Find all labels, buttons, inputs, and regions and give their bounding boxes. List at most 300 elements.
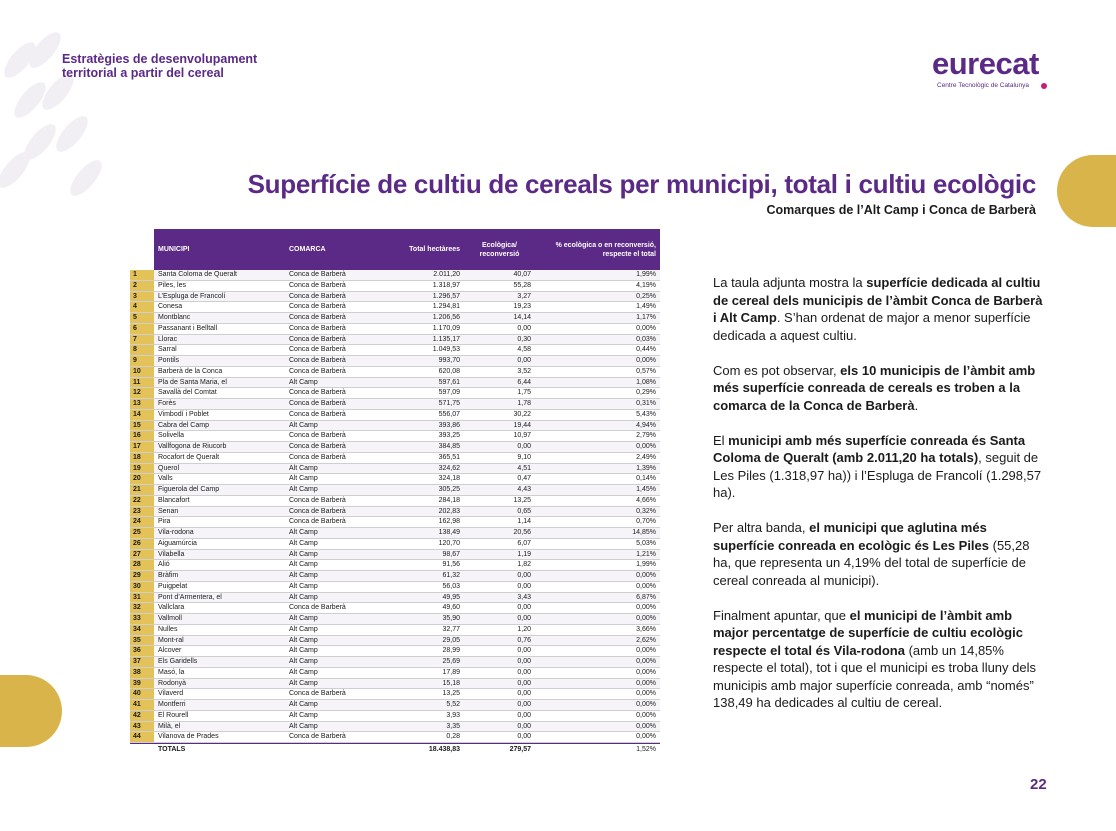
highlight-text: municipi amb més superfície conreada és Santa Coloma de Queralt (amb 2.011,20 ha totals): [713, 432, 1026, 465]
row-municipi: Sarral: [158, 346, 177, 354]
row-total: 597,61: [438, 378, 460, 386]
row-municipi: Querol: [158, 464, 180, 472]
row-percent: 1,49%: [636, 303, 656, 311]
row-rank: 32: [130, 603, 154, 613]
row-eco: 1,14: [517, 518, 531, 526]
table-row: [130, 388, 660, 399]
row-rank: 15: [130, 421, 154, 431]
row-total: 25,69: [442, 658, 460, 665]
row-eco: 0,00: [517, 658, 531, 665]
row-municipi: Puigpelat: [158, 582, 188, 590]
table-row: [130, 668, 660, 679]
row-municipi: Vilabella: [158, 550, 185, 558]
row-percent: 4,66%: [636, 496, 656, 504]
row-rank: 36: [130, 646, 154, 656]
row-eco: 0,76: [517, 636, 531, 644]
row-comarca: Conca de Barberà: [289, 604, 346, 612]
row-municipi: Mont-ral: [158, 636, 184, 644]
row-comarca: Alt Camp: [289, 529, 318, 536]
row-total: 556,07: [438, 410, 460, 418]
row-total: 597,09: [438, 389, 460, 397]
row-eco: 40,07: [513, 271, 531, 278]
row-municipi: Forès: [158, 400, 176, 407]
row-percent: 2,62%: [636, 636, 656, 644]
row-percent: 0,03%: [636, 335, 656, 343]
row-comarca: Alt Camp: [289, 464, 318, 472]
row-percent: 0,00%: [636, 572, 656, 579]
row-comarca: Conca de Barberà: [289, 292, 346, 300]
table-row: [130, 453, 660, 464]
row-rank: 10: [130, 367, 154, 377]
row-municipi: Figuerola del Camp: [158, 486, 220, 493]
row-municipi: Barberà de la Conca: [158, 367, 223, 375]
row-percent: 0,44%: [636, 346, 656, 354]
row-eco: 0,00: [517, 733, 531, 741]
row-comarca: Alt Camp: [289, 647, 318, 655]
row-eco: 4,51: [517, 464, 531, 472]
row-municipi: Vallfogona de Riucorb: [158, 443, 227, 450]
row-comarca: Conca de Barberà: [289, 271, 346, 278]
row-rank: 33: [130, 614, 154, 624]
row-comarca: Conca de Barberà: [289, 357, 346, 364]
totals-label: TOTALS: [158, 746, 186, 753]
row-comarca: Alt Camp: [289, 378, 318, 386]
row-municipi: Alcover: [158, 647, 182, 655]
row-comarca: Alt Camp: [289, 421, 318, 429]
row-municipi: Passanant i Belltall: [158, 324, 218, 332]
row-comarca: Conca de Barberà: [289, 518, 346, 526]
table-row: [130, 281, 660, 292]
wheat-decoration-icon: [0, 20, 120, 220]
description-text: [713, 274, 1043, 729]
table-row: [130, 507, 660, 518]
row-comarca: Alt Camp: [289, 711, 318, 719]
totals-percent: 1,52%: [636, 746, 656, 753]
row-percent: 4,19%: [636, 281, 656, 289]
row-total: 1.294,81: [432, 303, 460, 311]
table-row: [130, 335, 660, 346]
row-percent: 2,49%: [636, 453, 656, 461]
page-title: Superfície de cultiu de cereals per municipi, total i cultiu ecològic: [247, 169, 1036, 199]
table-body: [130, 270, 660, 743]
row-comarca: Conca de Barberà: [289, 690, 346, 698]
row-rank: 27: [130, 550, 154, 560]
row-eco: 0,00: [517, 572, 531, 579]
row-percent: 0,00%: [636, 711, 656, 719]
row-municipi: Piles, les: [158, 281, 187, 289]
header-comarca: COMARCA: [289, 246, 326, 253]
row-municipi: Vimbodí i Poblet: [158, 410, 209, 418]
row-comarca: Alt Camp: [289, 572, 318, 579]
row-municipi: Rocafort de Queralt: [158, 453, 220, 461]
row-total: 162,98: [438, 518, 460, 526]
row-percent: 0,29%: [636, 389, 656, 397]
table-row: [130, 410, 660, 421]
row-total: 28,99: [442, 647, 460, 655]
row-eco: 1,75: [517, 389, 531, 397]
row-eco: 3,27: [517, 292, 531, 300]
body-text: .: [914, 397, 919, 413]
row-eco: 9,10: [517, 453, 531, 461]
row-rank: 38: [130, 668, 154, 678]
row-percent: 0,00%: [636, 658, 656, 665]
row-rank: 1: [130, 270, 154, 280]
row-rank: 31: [130, 593, 154, 603]
row-total: 571,75: [438, 400, 460, 407]
row-municipi: Solivella: [158, 432, 185, 440]
row-eco: 3,43: [517, 593, 531, 601]
row-total: 1.318,97: [432, 281, 460, 289]
row-rank: 11: [130, 378, 154, 388]
table-row: [130, 711, 660, 722]
row-comarca: Conca de Barberà: [289, 733, 346, 741]
table-row: [130, 679, 660, 690]
row-eco: 3,52: [517, 367, 531, 375]
section-title: Estratègies de desenvolupament territorial a partir del cereal: [62, 52, 258, 80]
row-percent: 1,21%: [636, 550, 656, 558]
row-rank: 14: [130, 410, 154, 420]
row-municipi: Vilanova de Prades: [158, 733, 219, 741]
row-municipi: Rodonyà: [158, 679, 187, 687]
page-subtitle: Comarques de l’Alt Camp i Conca de Barberà: [766, 203, 1036, 217]
row-comarca: Conca de Barberà: [289, 443, 346, 450]
row-total: 993,70: [438, 357, 460, 364]
decorative-blob-left: [0, 675, 62, 747]
row-rank: 25: [130, 528, 154, 538]
row-municipi: Pira: [158, 518, 171, 526]
row-rank: 21: [130, 485, 154, 495]
row-comarca: Alt Camp: [289, 550, 318, 558]
row-comarca: Conca de Barberà: [289, 335, 346, 343]
row-total: 1.049,53: [432, 346, 460, 354]
table-row: [130, 324, 660, 335]
row-comarca: Alt Camp: [289, 582, 318, 590]
row-municipi: Llorac: [158, 335, 178, 343]
table-row: [130, 550, 660, 561]
row-percent: 5,43%: [636, 410, 656, 418]
row-eco: 1,78: [517, 400, 531, 407]
row-total: 3,35: [446, 722, 460, 730]
row-eco: 0,00: [517, 615, 531, 622]
row-comarca: Conca de Barberà: [289, 303, 346, 311]
highlight-text: els 10 municipis de l’àmbit amb més superfície conreada de cereals es troben a la comarca de la Conca de Barberà: [713, 362, 1036, 413]
row-eco: 0,00: [517, 647, 531, 655]
row-municipi: Vallclara: [158, 604, 185, 612]
row-percent: 5,03%: [636, 539, 656, 547]
row-percent: 0,00%: [636, 679, 656, 687]
highlight-text: el municipi de l’àmbit amb major percentatge de superfície de cultiu ecològic respecte el total és Vila-rodona: [713, 607, 1023, 658]
table-totals: [130, 743, 660, 755]
table-row: [130, 571, 660, 582]
row-eco: 0,00: [517, 443, 531, 450]
table-row: [130, 657, 660, 668]
row-comarca: Conca de Barberà: [289, 346, 346, 354]
row-percent: 0,00%: [636, 582, 656, 590]
row-rank: 2: [130, 281, 154, 291]
table-row: [130, 700, 660, 711]
row-percent: 0,00%: [636, 733, 656, 741]
table-row: [130, 496, 660, 507]
table-row: [130, 625, 660, 636]
table-row: [130, 302, 660, 313]
row-municipi: Valls: [158, 475, 173, 483]
row-total: 1.170,09: [432, 324, 460, 332]
row-eco: 14,14: [513, 314, 531, 321]
row-comarca: Conca de Barberà: [289, 432, 346, 440]
row-total: 98,67: [442, 550, 460, 558]
paragraph: [713, 607, 1043, 712]
row-rank: 40: [130, 689, 154, 699]
row-rank: 35: [130, 636, 154, 646]
body-text: El: [713, 432, 729, 448]
row-total: 365,51: [438, 453, 460, 461]
row-eco: 0,00: [517, 679, 531, 687]
table-row: [130, 270, 660, 281]
row-municipi: Cabra del Camp: [158, 421, 209, 429]
row-rank: 7: [130, 335, 154, 345]
row-rank: 5: [130, 313, 154, 323]
row-comarca: Alt Camp: [289, 486, 318, 493]
row-percent: 0,32%: [636, 507, 656, 515]
row-rank: 42: [130, 711, 154, 721]
table-row: [130, 431, 660, 442]
totals-eco: 279,57: [509, 746, 531, 753]
row-municipi: Montferri: [158, 701, 186, 708]
row-rank: 30: [130, 582, 154, 592]
row-percent: 1,99%: [636, 561, 656, 569]
row-percent: 3,66%: [636, 625, 656, 633]
row-total: 2.011,20: [433, 271, 460, 278]
row-rank: 9: [130, 356, 154, 366]
cereal-surface-table: [130, 229, 660, 755]
totals-total: 18.438,83: [428, 746, 460, 753]
row-eco: 4,58: [517, 346, 531, 354]
row-total: 138,49: [438, 529, 460, 536]
row-total: 384,85: [438, 443, 460, 450]
row-eco: 10,97: [513, 432, 531, 440]
row-eco: 0,00: [517, 357, 531, 364]
row-percent: 0,70%: [636, 518, 656, 526]
row-percent: 0,00%: [636, 668, 656, 676]
totals-rank: [130, 744, 154, 756]
row-total: 15,18: [442, 679, 460, 687]
row-comarca: Alt Camp: [289, 561, 318, 569]
row-rank: 39: [130, 679, 154, 689]
row-rank: 20: [130, 474, 154, 484]
row-municipi: Pont d’Armentera, el: [158, 593, 222, 601]
row-municipi: Aiguamúrcia: [158, 539, 197, 547]
row-eco: 4,43: [517, 486, 531, 493]
paragraph: [713, 432, 1043, 502]
row-municipi: Savallà del Comtat: [158, 389, 217, 397]
row-municipi: Senan: [158, 507, 179, 515]
row-percent: 0,00%: [636, 615, 656, 622]
table-row: [130, 399, 660, 410]
row-municipi: Vila-rodona: [158, 529, 194, 536]
row-percent: 1,08%: [636, 378, 656, 386]
body-text: , seguit de Les Piles (1.318,97 ha)) i l’Espluga de Francolí (1.298,57 ha).: [713, 450, 1042, 500]
row-rank: 3: [130, 292, 154, 302]
row-comarca: Alt Camp: [289, 475, 318, 483]
table-row: [130, 646, 660, 657]
row-percent: 0,00%: [636, 722, 656, 730]
table-row: [130, 528, 660, 539]
row-municipi: Nulles: [158, 625, 178, 633]
row-total: 61,32: [442, 572, 460, 579]
logo-subtitle: Centre Tecnològic de Catalunya: [937, 82, 1030, 89]
row-municipi: El Rourell: [158, 711, 189, 719]
row-total: 91,56: [442, 561, 460, 569]
row-rank: 37: [130, 657, 154, 667]
row-comarca: Alt Camp: [289, 722, 318, 730]
decorative-blob-right: [1057, 155, 1116, 227]
page-number: 22: [1030, 776, 1047, 793]
row-municipi: Montblanc: [158, 314, 191, 321]
row-comarca: Conca de Barberà: [289, 389, 346, 397]
row-rank: 12: [130, 388, 154, 398]
row-municipi: Vallmoll: [158, 615, 182, 622]
row-municipi: Pla de Santa Maria, el: [158, 378, 227, 386]
row-eco: 20,56: [513, 529, 531, 536]
row-comarca: Alt Camp: [289, 593, 318, 601]
row-total: 393,86: [438, 421, 460, 429]
row-eco: 1,20: [517, 625, 531, 633]
row-rank: 6: [130, 324, 154, 334]
table-row: [130, 292, 660, 303]
row-rank: 22: [130, 496, 154, 506]
row-total: 305,25: [438, 486, 460, 493]
row-eco: 1,82: [517, 561, 531, 569]
row-comarca: Conca de Barberà: [289, 410, 346, 418]
table-row: [130, 474, 660, 485]
row-municipi: Alió: [158, 561, 170, 569]
table-row: [130, 378, 660, 389]
row-rank: 8: [130, 345, 154, 355]
row-comarca: Alt Camp: [289, 636, 318, 644]
header-rank: [130, 229, 154, 270]
row-percent: 1,99%: [636, 271, 656, 278]
row-comarca: Conca de Barberà: [289, 324, 346, 332]
table-header: [130, 229, 660, 270]
row-rank: 44: [130, 732, 154, 742]
row-percent: 0,00%: [636, 357, 656, 364]
row-comarca: Conca de Barberà: [289, 453, 346, 461]
row-eco: 0,00: [517, 668, 531, 676]
row-eco: 0,00: [517, 711, 531, 719]
row-rank: 23: [130, 507, 154, 517]
row-rank: 34: [130, 625, 154, 635]
eurecat-logo: [932, 46, 1052, 96]
row-total: 1.135,17: [432, 335, 460, 343]
header-percent: % ecològica o en reconversió, respecte el total: [555, 241, 656, 258]
row-comarca: Conca de Barberà: [289, 314, 346, 321]
row-rank: 28: [130, 560, 154, 570]
row-percent: 0,25%: [636, 292, 656, 300]
body-text: Finalment apuntar, que: [713, 607, 850, 623]
row-municipi: Pontils: [158, 357, 180, 364]
row-rank: 13: [130, 399, 154, 409]
row-eco: 13,25: [513, 496, 531, 504]
row-total: 284,18: [438, 496, 460, 504]
table-row: [130, 732, 660, 743]
row-total: 120,70: [438, 539, 460, 547]
row-comarca: Conca de Barberà: [289, 281, 346, 289]
row-rank: 16: [130, 431, 154, 441]
row-percent: 4,94%: [636, 421, 656, 429]
row-eco: 0,00: [517, 582, 531, 590]
logo-wordmark: eurecat: [932, 46, 1039, 81]
row-eco: 30,22: [513, 410, 531, 418]
row-comarca: Conca de Barberà: [289, 496, 346, 504]
row-percent: 0,00%: [636, 690, 656, 698]
table-row: [130, 421, 660, 432]
table-row: [130, 313, 660, 324]
row-percent: 0,00%: [636, 324, 656, 332]
row-municipi: Santa Coloma de Queralt: [158, 271, 237, 278]
row-eco: 0,00: [517, 604, 531, 612]
row-eco: 0,00: [517, 722, 531, 730]
row-total: 32,77: [442, 625, 460, 633]
row-total: 620,08: [438, 367, 460, 375]
row-municipi: Milà, el: [158, 722, 181, 730]
row-comarca: Alt Camp: [289, 658, 318, 665]
row-total: 49,95: [442, 593, 460, 601]
row-eco: 6,07: [517, 539, 531, 547]
row-total: 3,93: [446, 711, 460, 719]
paragraph: [713, 362, 1043, 415]
row-comarca: Alt Camp: [289, 701, 318, 708]
table-row: [130, 464, 660, 475]
row-total: 13,25: [442, 690, 460, 698]
row-comarca: Alt Camp: [289, 668, 318, 676]
highlight-text: superfície dedicada al cultiu de cereal dels municipis de l’àmbit Conca de Barberà i Alt Camp: [713, 275, 1043, 325]
row-eco: 0,00: [517, 701, 531, 708]
header-ecologica: Ecològica/ reconversió: [479, 241, 520, 258]
row-total: 0,28: [446, 733, 460, 741]
row-rank: 43: [130, 722, 154, 732]
row-eco: 6,44: [517, 378, 531, 386]
row-comarca: Alt Camp: [289, 539, 318, 547]
row-percent: 2,79%: [636, 432, 656, 440]
row-rank: 4: [130, 302, 154, 312]
table-row: [130, 722, 660, 733]
header-total: Total hectàrees: [409, 246, 460, 253]
body-text: Com es pot observar,: [713, 362, 841, 378]
row-rank: 26: [130, 539, 154, 549]
row-percent: 14,85%: [632, 529, 656, 536]
row-total: 324,62: [438, 464, 460, 472]
row-total: 1.206,56: [432, 314, 460, 321]
row-eco: 0,47: [517, 475, 531, 483]
row-total: 324,18: [438, 475, 460, 483]
row-rank: 24: [130, 517, 154, 527]
row-municipi: Vilaverd: [158, 690, 184, 698]
row-comarca: Conca de Barberà: [289, 400, 346, 407]
row-rank: 18: [130, 453, 154, 463]
row-eco: 55,28: [513, 281, 531, 289]
highlight-text: el municipi que aglutina més superfície conreada en ecològic és Les Piles: [713, 520, 990, 553]
row-total: 5,52: [446, 701, 460, 708]
row-percent: 0,00%: [636, 647, 656, 655]
row-total: 202,83: [438, 507, 460, 515]
totals-comarca: [285, 744, 392, 756]
table-row: [130, 356, 660, 367]
row-rank: 41: [130, 700, 154, 710]
row-municipi: L’Espluga de Francolí: [158, 292, 226, 300]
row-total: 56,03: [442, 582, 460, 590]
row-rank: 29: [130, 571, 154, 581]
table-row: [130, 539, 660, 550]
